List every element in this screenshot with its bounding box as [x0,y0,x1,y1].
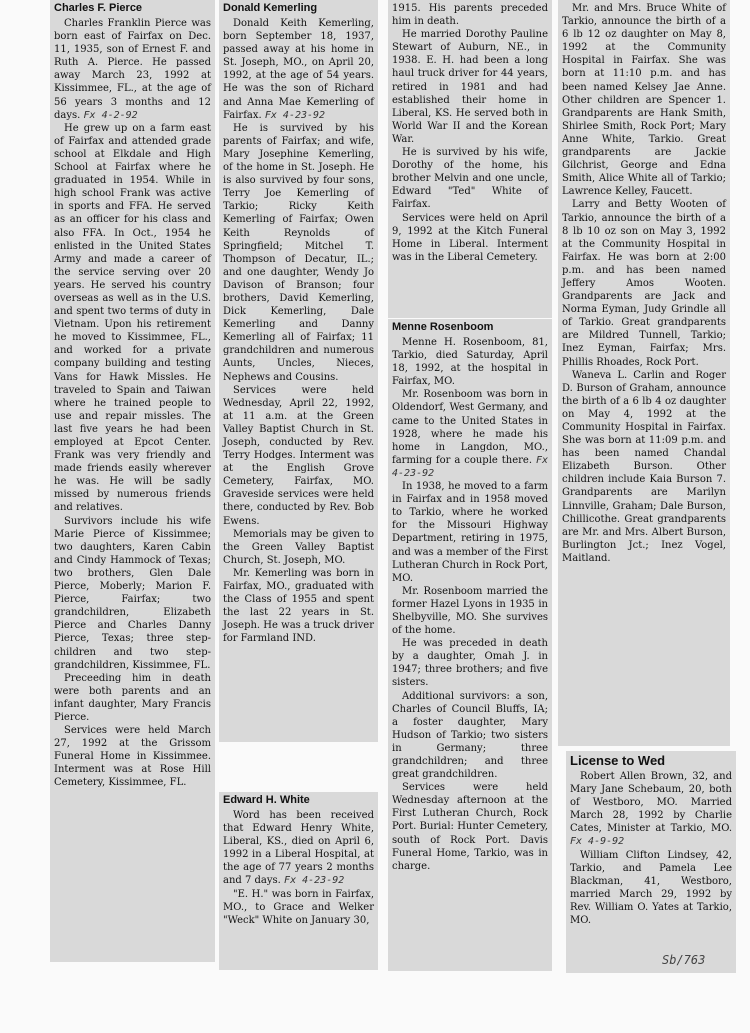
paragraph: Memorials may be given to the Green Valley Baptist Church, St. Joseph, MO. [223,528,374,566]
paragraph: He was preceded in death by a daughter, Omah J. in 1947; three brothers; and five sisters. [392,638,548,689]
paragraph: Mr. and Mrs. Bruce White of Tarkio, announce the birth of a 6 lb 12 oz daughter on May 8, 1992 at the Community Hospital in Fairfax. She was born at 11:10 p.m. and has been named Kelsey Jae Anne. Other children are Spencer 1. Grandparents are Hank Smith, Shirlee Smith, Rock Port; Mary Anne White, Tarkio. Great grandparents are Jackie Gilchrist, George and Edna Smith, Alice White all of Tarkio; Lawrence Kelley, Faucett. [562,3,726,198]
paragraph: Services were held Wednesday afternoon at the First Lutheran Church, Rock Port. Burial: Hunter Cemetery, south of Rock Port. Davis Funeral Home, Tarkio, was in charge. [392,782,548,872]
obituary-white-continued [388,0,552,318]
paragraph: William Clifton Lindsey, 42, Tarkio, and Pamela Lee Blackman, 41, Westboro, married March 29, 1992 by Rev. William O. Yates at Tarkio, MO. [570,849,732,927]
paragraph: Survivors include his wife Marie Pierce of Kissimmee; two daughters, Karen Cabin and Cindy Hammock of Texas; two brothers, Glen Dale Pierce, Moberly; Marion F. Pierce, Fairfax; two grandchildren, Elizabeth Pierce and Charles Danny Pierce, Texas; three step-children and two step-grandchildren, Kissimmee, FL. [54,515,211,671]
paragraph: Services were held on April 9, 1992 at the Kitch Funeral Home in Liberal. Interment was in the Liberal Cemetery. [392,212,548,263]
obituary-heading: Menne Rosenboom [392,321,494,333]
paragraph: He married Dorothy Pauline Stewart of Auburn, NE., in 1938. E. H. had been a long haul truck driver for 44 years, retired in 1981 and had established their home in Liberal, KS. He served both in World War II and the Korean War. [392,29,548,145]
paragraph [54,17,211,122]
obituary-heading: Edward H. White [223,794,310,806]
obituary-pierce [50,0,215,962]
paragraph: He is survived by his parents of Fairfax; and wife, Mary Josephine Kemerling, of the home in St. Joseph. He is also survived by four sons, Terry Joe Kemerling of Tarkio; Ricky Keith Kemerling of Fairfax; Owen Keith Reynolds of Springfield; Mitchel T. Thompson of Decatur, IL.; and one daughter, Wendy Jo Davison of Branson; four brothers, David Kemerling, Dick Kemerling, Dale Kemerling and Danny Kemerling all of Fairfax; 11 grandchildren and numerous Aunts, Uncles, Nieces, Nephews and Cousins. [223,122,374,383]
obituary-white [219,792,378,970]
paragraph: Mr. Rosenboom married the former Hazel Lyons in 1935 in Shelbyville, MO. She survives of the home. [392,585,548,637]
paragraph: Services were held March 27, 1992 at the Grissom Funeral Home in Kissimmee. Interment was at Rose Hill Cemetery, Kissimmee, FL. [54,725,211,789]
paragraph-text: Word has been received that Edward Henry White, Liberal, KS., died on April 6, 1992 in a Liberal Hospital, at the age of 77 years 2 months and 7 days. [223,810,374,887]
paragraph: Larry and Betty Wooten of Tarkio, announce the birth of a 8 lb 10 oz son on May 3, 1992 at the Community Hospital in Fairfax. He was born at 2:00 p.m. and has been named Jeffery Amos Wooten. Grandparents are Jack and Norma Eyman, Judy Grindle all of Tarkio. Great grandparents are Mildred Tunnell, Tarkio; Inez Eyman, Fairfax; Mrs. Phillis Rhoades, Rock Port. [562,199,726,368]
paragraph [570,770,732,849]
handwritten-note: Fx 4-23-92 [392,454,548,479]
birth-announcements [558,0,730,746]
paragraph-text: Donald Keith Kemerling, born September 18, 1937, passed away at his home in St. Joseph, MO., on April 20, 1992, at the age of 54 years. He was the son of Richard and Anna Mae Kemerling of Fairfax. [223,18,374,121]
paragraph: Mr. Kemerling was born in Fairfax, MO., graduated with the Class of 1955 and spent the last 22 years in St. Joseph. He was a truck driver for Farmland IND. [223,567,374,645]
paragraph: 1915. His parents preceded him in death. [392,3,548,28]
paragraph: Preceeding him in death were both parents and an infant daughter, Mary Francis Pierce. [54,672,211,723]
paragraph [223,17,374,122]
obituary-rosenboom [388,319,552,971]
paragraph: Menne H. Rosenboom, 81, Tarkio, died Saturday, April 18, 1992, at the hospital in Fairfax, MO. [392,337,548,388]
obituary-heading: Charles F. Pierce [54,2,143,14]
handwritten-note: Fx 4-9-92 [570,836,625,848]
handwritten-page-reference: Sb/763 [662,953,706,967]
paragraph: Waneva L. Carlin and Roger D. Burson of Graham, announce the birth of a 6 lb 4 oz daughter on May 4, 1992 at the Community Hospital in Fairfax. She was born at 11:09 p.m. and has been named Chandal Elizabeth Burson. Other children include Kaia Burson 7. Grandparents are Marilyn Linnville, Graham; Dale Burson, Chillicothe. Great grandparents are Mr. and Mrs. Albert Burson, Burlington Jct.; Inez Vogel, Maitland. [562,369,726,564]
paragraph [392,388,548,480]
handwritten-note: Fx 4-23-92 [284,875,345,887]
paragraph-text: Charles Franklin Pierce was born east of Fairfax on Dec. 11, 1935, son of Ernest F. and Ruth A. Pierce. He passed away March 23, 1992 at Kissimmee, FL., at the age of 56 years 3 months and 12 days. [54,18,211,121]
paragraph: "E. H." was born in Fairfax, MO., to Grace and Welker "Weck" White on January 30, [223,888,374,926]
paragraph-text: Robert Allen Brown, 32, and Mary Jane Schebaum, 20, both of Westboro, MO. Married March 28, 1992 by Charlie Cates, Minister at Tarkio, MO. [570,771,732,835]
paragraph: He grew up on a farm east of Fairfax and attended grade school at Elkdale and High School at Fairfax where he graduated in 1954. While in high school Frank was active in sports and FFA. He served as an officer for his class and also FFA. In Oct., 1954 he enlisted in the United States Army and made a career of the service serving over 20 years. He served his country overseas as well as in the U.S. and spent two terms of duty in Vietnam. Upon his retirement he moved to Kissimmee, FL., and worked for a private company building and testing Vans for Hawk Missles. He traveled to Spain and Taiwan where he trained people to use and repair missles. The last five years he had been employed at Epcot Center. Frank was very friendly and made friends easily wherever he was. He will be sadly missed by numerous friends and relatives. [54,122,211,514]
handwritten-note: Fx 4-2-92 [83,109,138,121]
paragraph: Services were held Wednesday, April 22, 1992, at 11 a.m. at the Green Valley Baptist Church in St. Joseph, conducted by Rev. Terry Hodges. Interment was at the English Grove Cemetery, Fairfax, MO. Graveside services were held there, conducted by Rev. Bob Ewens. [223,384,374,527]
paragraph [223,809,374,888]
obituary-heading: Donald Kemerling [223,2,318,14]
section-heading: License to Wed [570,753,666,768]
paragraph-text: Mr. Rosenboom was born in Oldendorf, West Germany, and came to the United States in 1928, where he made his home in Langdon, MO., farming for a couple there. [392,389,548,466]
paragraph: He is survived by his wife, Dorothy of the home, his brother Melvin and one uncle, Edward "Ted" White of Fairfax. [392,147,548,211]
handwritten-note: Fx 4-23-92 [264,109,326,121]
obituary-kemerling [219,0,378,742]
paragraph: In 1938, he moved to a farm in Fairfax and in 1958 moved to Tarkio, where he worked for the Missouri Highway Department, retiring in 1975, and was a member of the First Lutheran Church in Rock Port, MO. [392,481,548,584]
paragraph: Additional survivors: a son, Charles of Council Bluffs, IA; a foster daughter, Mary Hudson of Tarkio; two sisters in Germany; three grandchildren; and three great grandchildren. [392,690,548,781]
license-to-wed [566,751,736,973]
